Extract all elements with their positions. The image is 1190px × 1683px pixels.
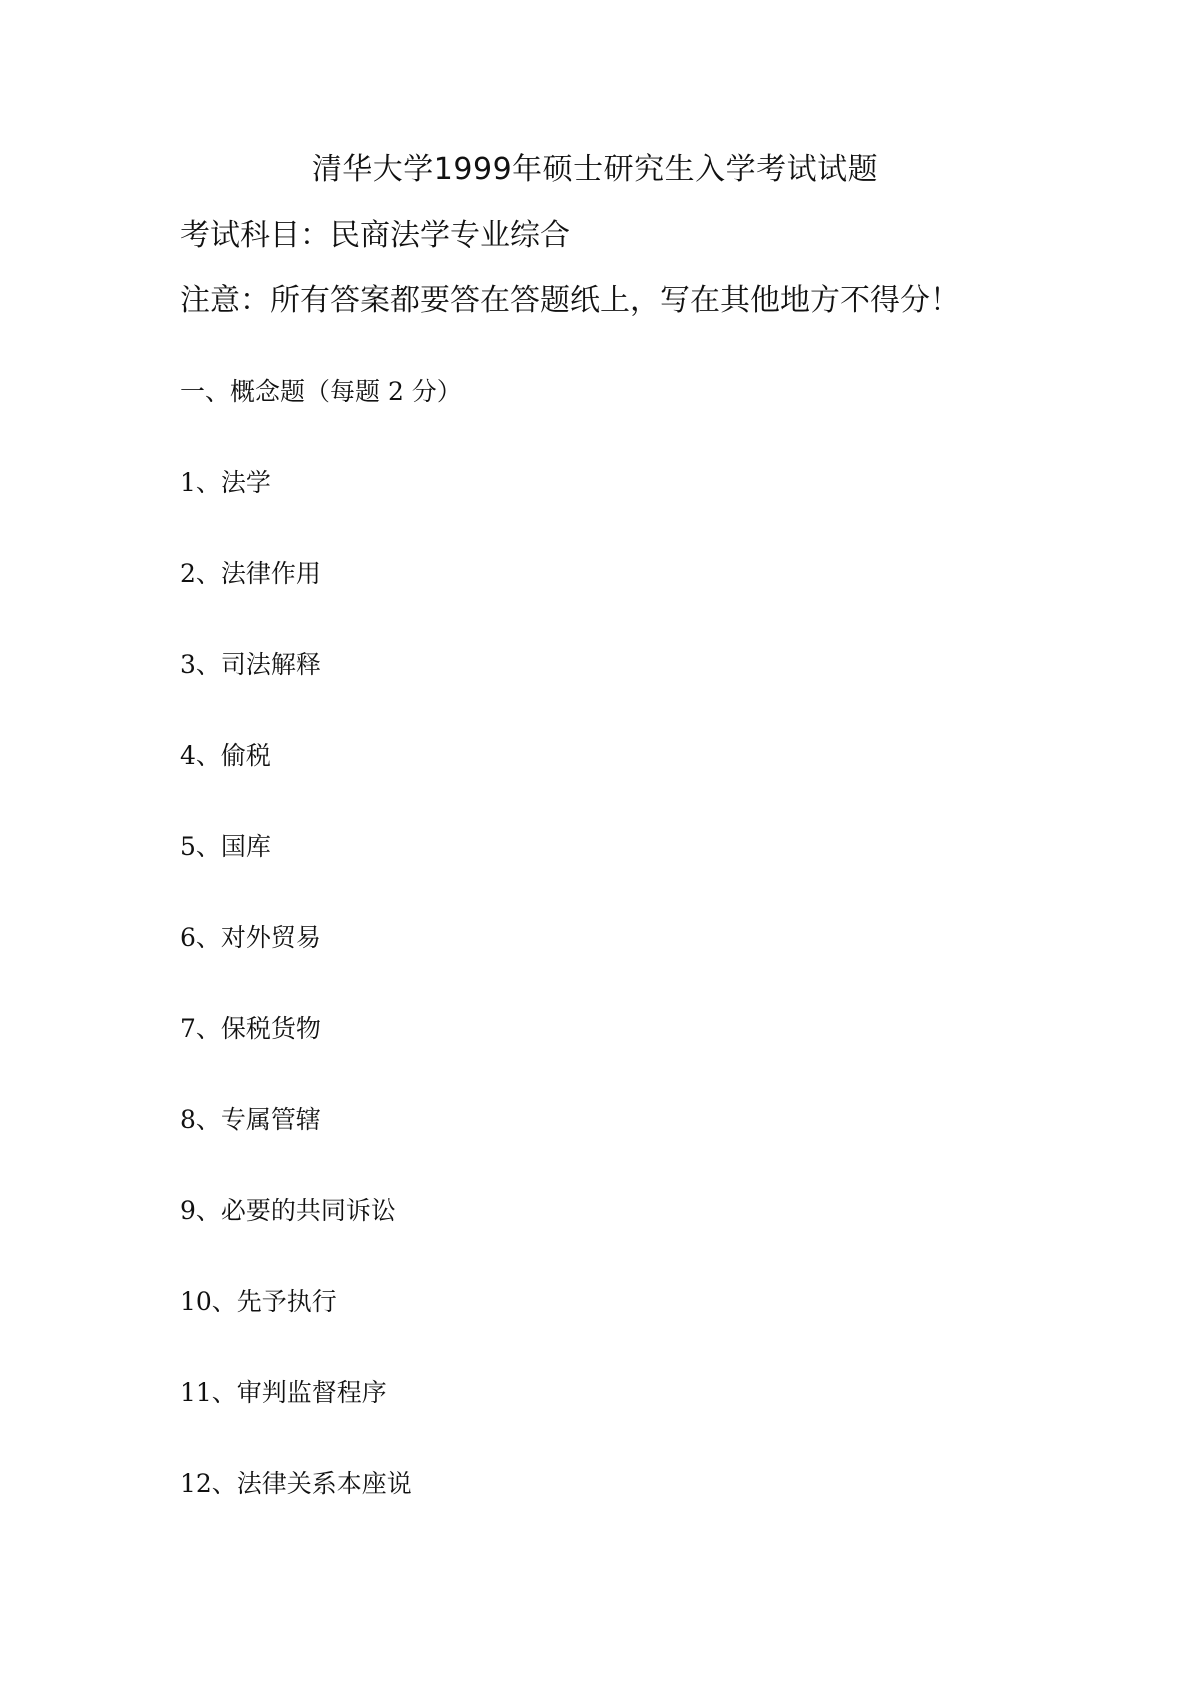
question-item: 12、法律关系本座说 bbox=[180, 1469, 412, 1498]
question-item: 2、法律作用 bbox=[180, 559, 321, 588]
question-item: 3、司法解释 bbox=[180, 650, 321, 679]
question-item: 4、偷税 bbox=[180, 741, 271, 770]
exam-title: 清华大学1999年硕士研究生入学考试试题 bbox=[311, 152, 879, 187]
question-item: 10、先予执行 bbox=[180, 1287, 337, 1316]
question-item: 8、专属管辖 bbox=[180, 1105, 321, 1134]
question-item: 6、对外贸易 bbox=[180, 923, 321, 952]
question-item: 11、审判监督程序 bbox=[180, 1378, 387, 1407]
question-item: 7、保税货物 bbox=[180, 1014, 321, 1043]
section-heading: 一、概念题（每题 2 分） bbox=[180, 377, 462, 406]
exam-notice: 注意：所有答案都要答在答题纸上，写在其他地方不得分！ bbox=[180, 283, 960, 318]
question-item: 1、法学 bbox=[180, 468, 271, 497]
exam-subject: 考试科目：民商法学专业综合 bbox=[180, 218, 570, 253]
question-item: 9、必要的共同诉讼 bbox=[180, 1196, 396, 1225]
question-list bbox=[180, 466, 1080, 1558]
question-item: 5、国库 bbox=[180, 832, 271, 861]
